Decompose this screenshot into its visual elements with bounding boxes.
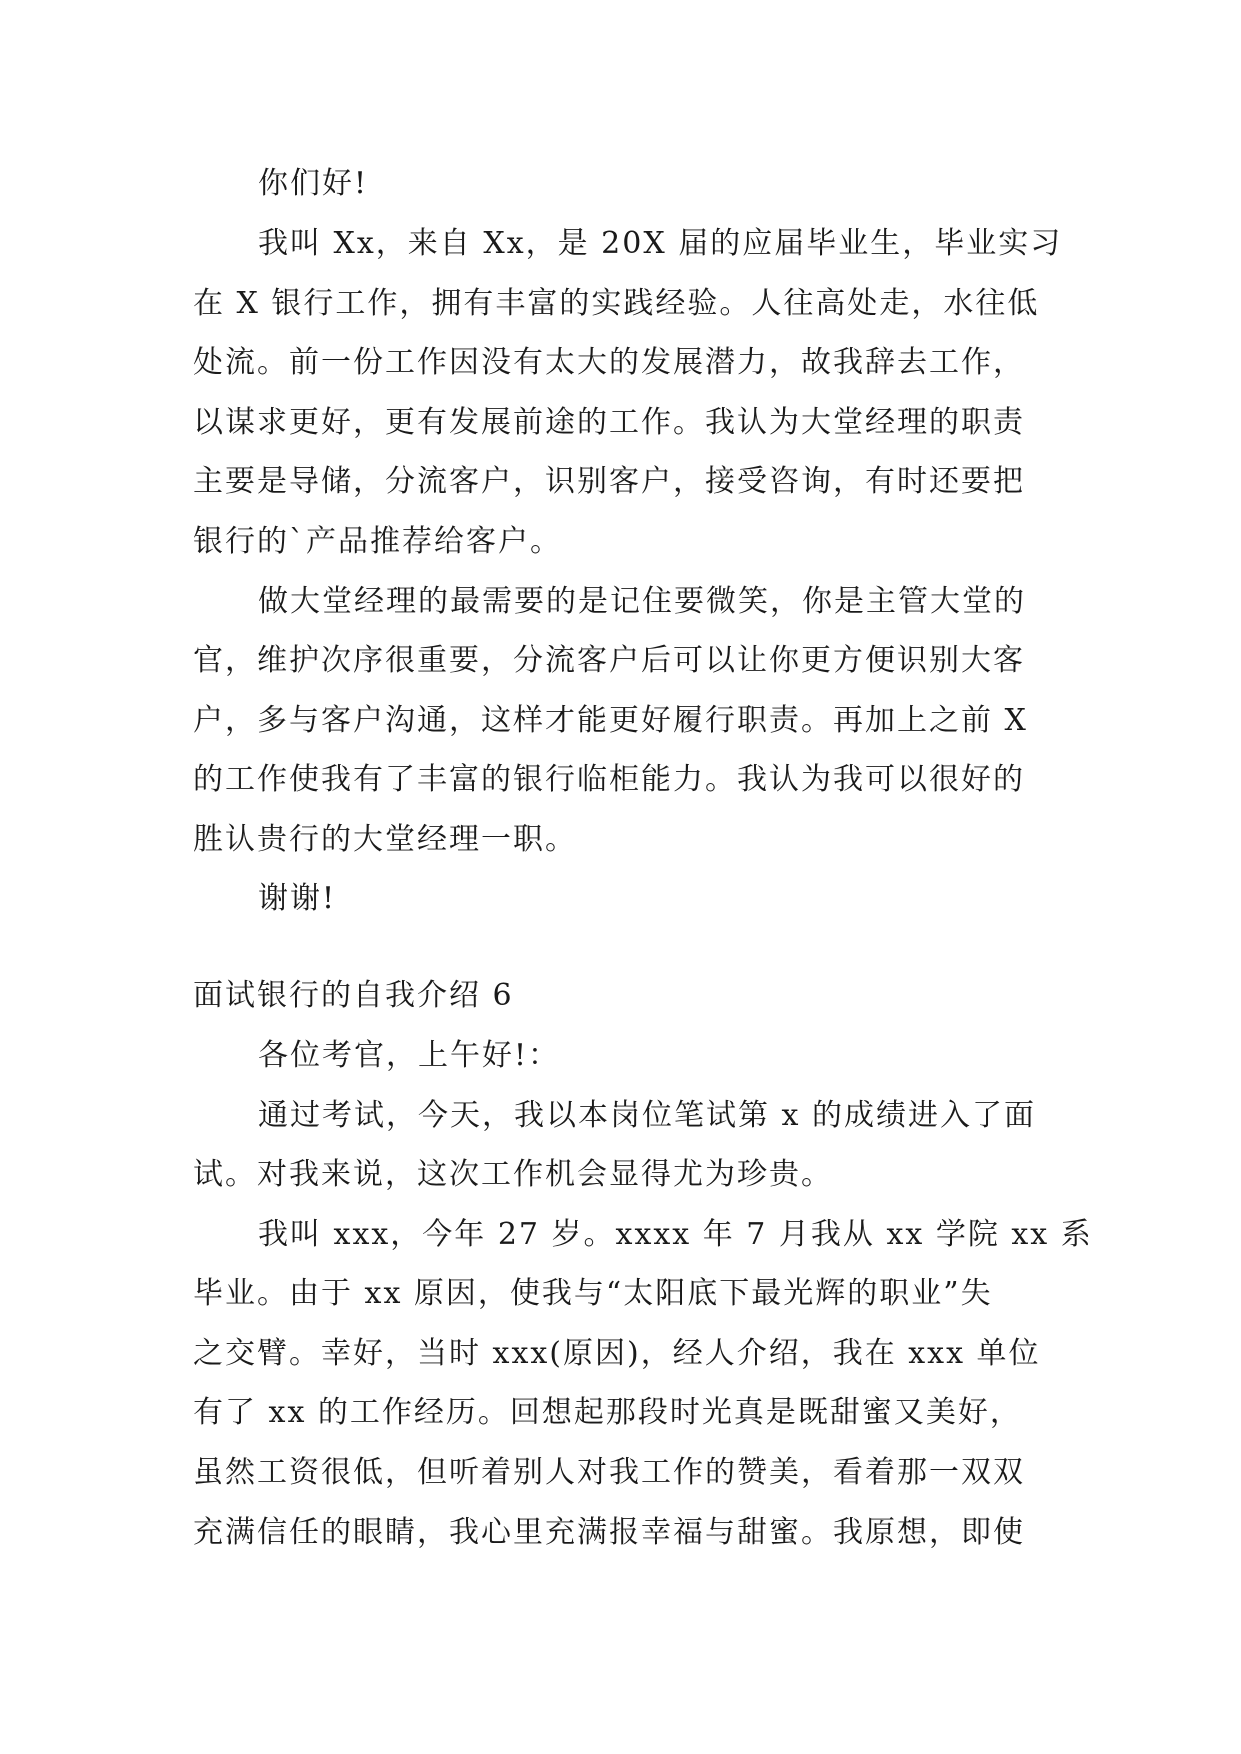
- paragraph-line: 有了 xx 的工作经历。回想起那段时光真是既甜蜜又美好，: [193, 1395, 1022, 1430]
- paragraph-line: 胜认贵行的大堂经理一职。: [193, 822, 577, 857]
- paragraph-line: 户，多与客户沟通，这样才能更好履行职责。再加上之前 X: [193, 703, 1028, 738]
- paragraph-line: 充满信任的眼睛，我心里充满报幸福与甜蜜。我原想，即使: [193, 1515, 1025, 1550]
- paragraph-line: 试。对我来说，这次工作机会显得尤为珍贵。: [193, 1157, 833, 1192]
- paragraph-line: 通过考试，今天，我以本岗位笔试第 x 的成绩进入了面: [258, 1098, 1036, 1133]
- paragraph-line: 做大堂经理的最需要的是记住要微笑，你是主管大堂的: [258, 584, 1026, 619]
- paragraph-line: 虽然工资很低，但听着别人对我工作的赞美，看着那一双双: [193, 1455, 1025, 1490]
- closing-line: 谢谢!: [258, 881, 337, 916]
- paragraph-line: 之交臂。幸好，当时 xxx(原因)，经人介绍，我在 xxx 单位: [193, 1336, 1041, 1371]
- section-heading: 面试银行的自我介绍 6: [193, 978, 514, 1013]
- paragraph-line: 官，维护次序很重要，分流客户后可以让你更方便识别大客: [193, 643, 1025, 678]
- paragraph-line: 的工作使我有了丰富的银行临柜能力。我认为我可以很好的: [193, 762, 1025, 797]
- paragraph-line: 在 X 银行工作，拥有丰富的实践经验。人往高处走，水往低: [193, 286, 1040, 321]
- paragraph-line: 主要是导储，分流客户，识别客户，接受咨询，有时还要把: [193, 464, 1025, 499]
- paragraph-line: 以谋求更好，更有发展前途的工作。我认为大堂经理的职责: [193, 405, 1025, 440]
- paragraph-line: 处流。前一份工作因没有太大的发展潜力，故我辞去工作，: [193, 345, 1025, 380]
- paragraph-line: 我叫 xxx，今年 27 岁。xxxx 年 7 月我从 xx 学院 xx 系: [258, 1217, 1093, 1252]
- paragraph-line: 毕业。由于 xx 原因，使我与“太阳底下最光辉的职业”失: [193, 1276, 993, 1311]
- paragraph-line: 我叫 Xx，来自 Xx，是 20X 届的应届毕业生，毕业实习: [258, 226, 1063, 261]
- greeting-line: 你们好!: [258, 166, 369, 201]
- paragraph-line: 银行的`产品推荐给客户。: [193, 524, 562, 559]
- greeting-line: 各位考官，上午好!：: [258, 1038, 561, 1073]
